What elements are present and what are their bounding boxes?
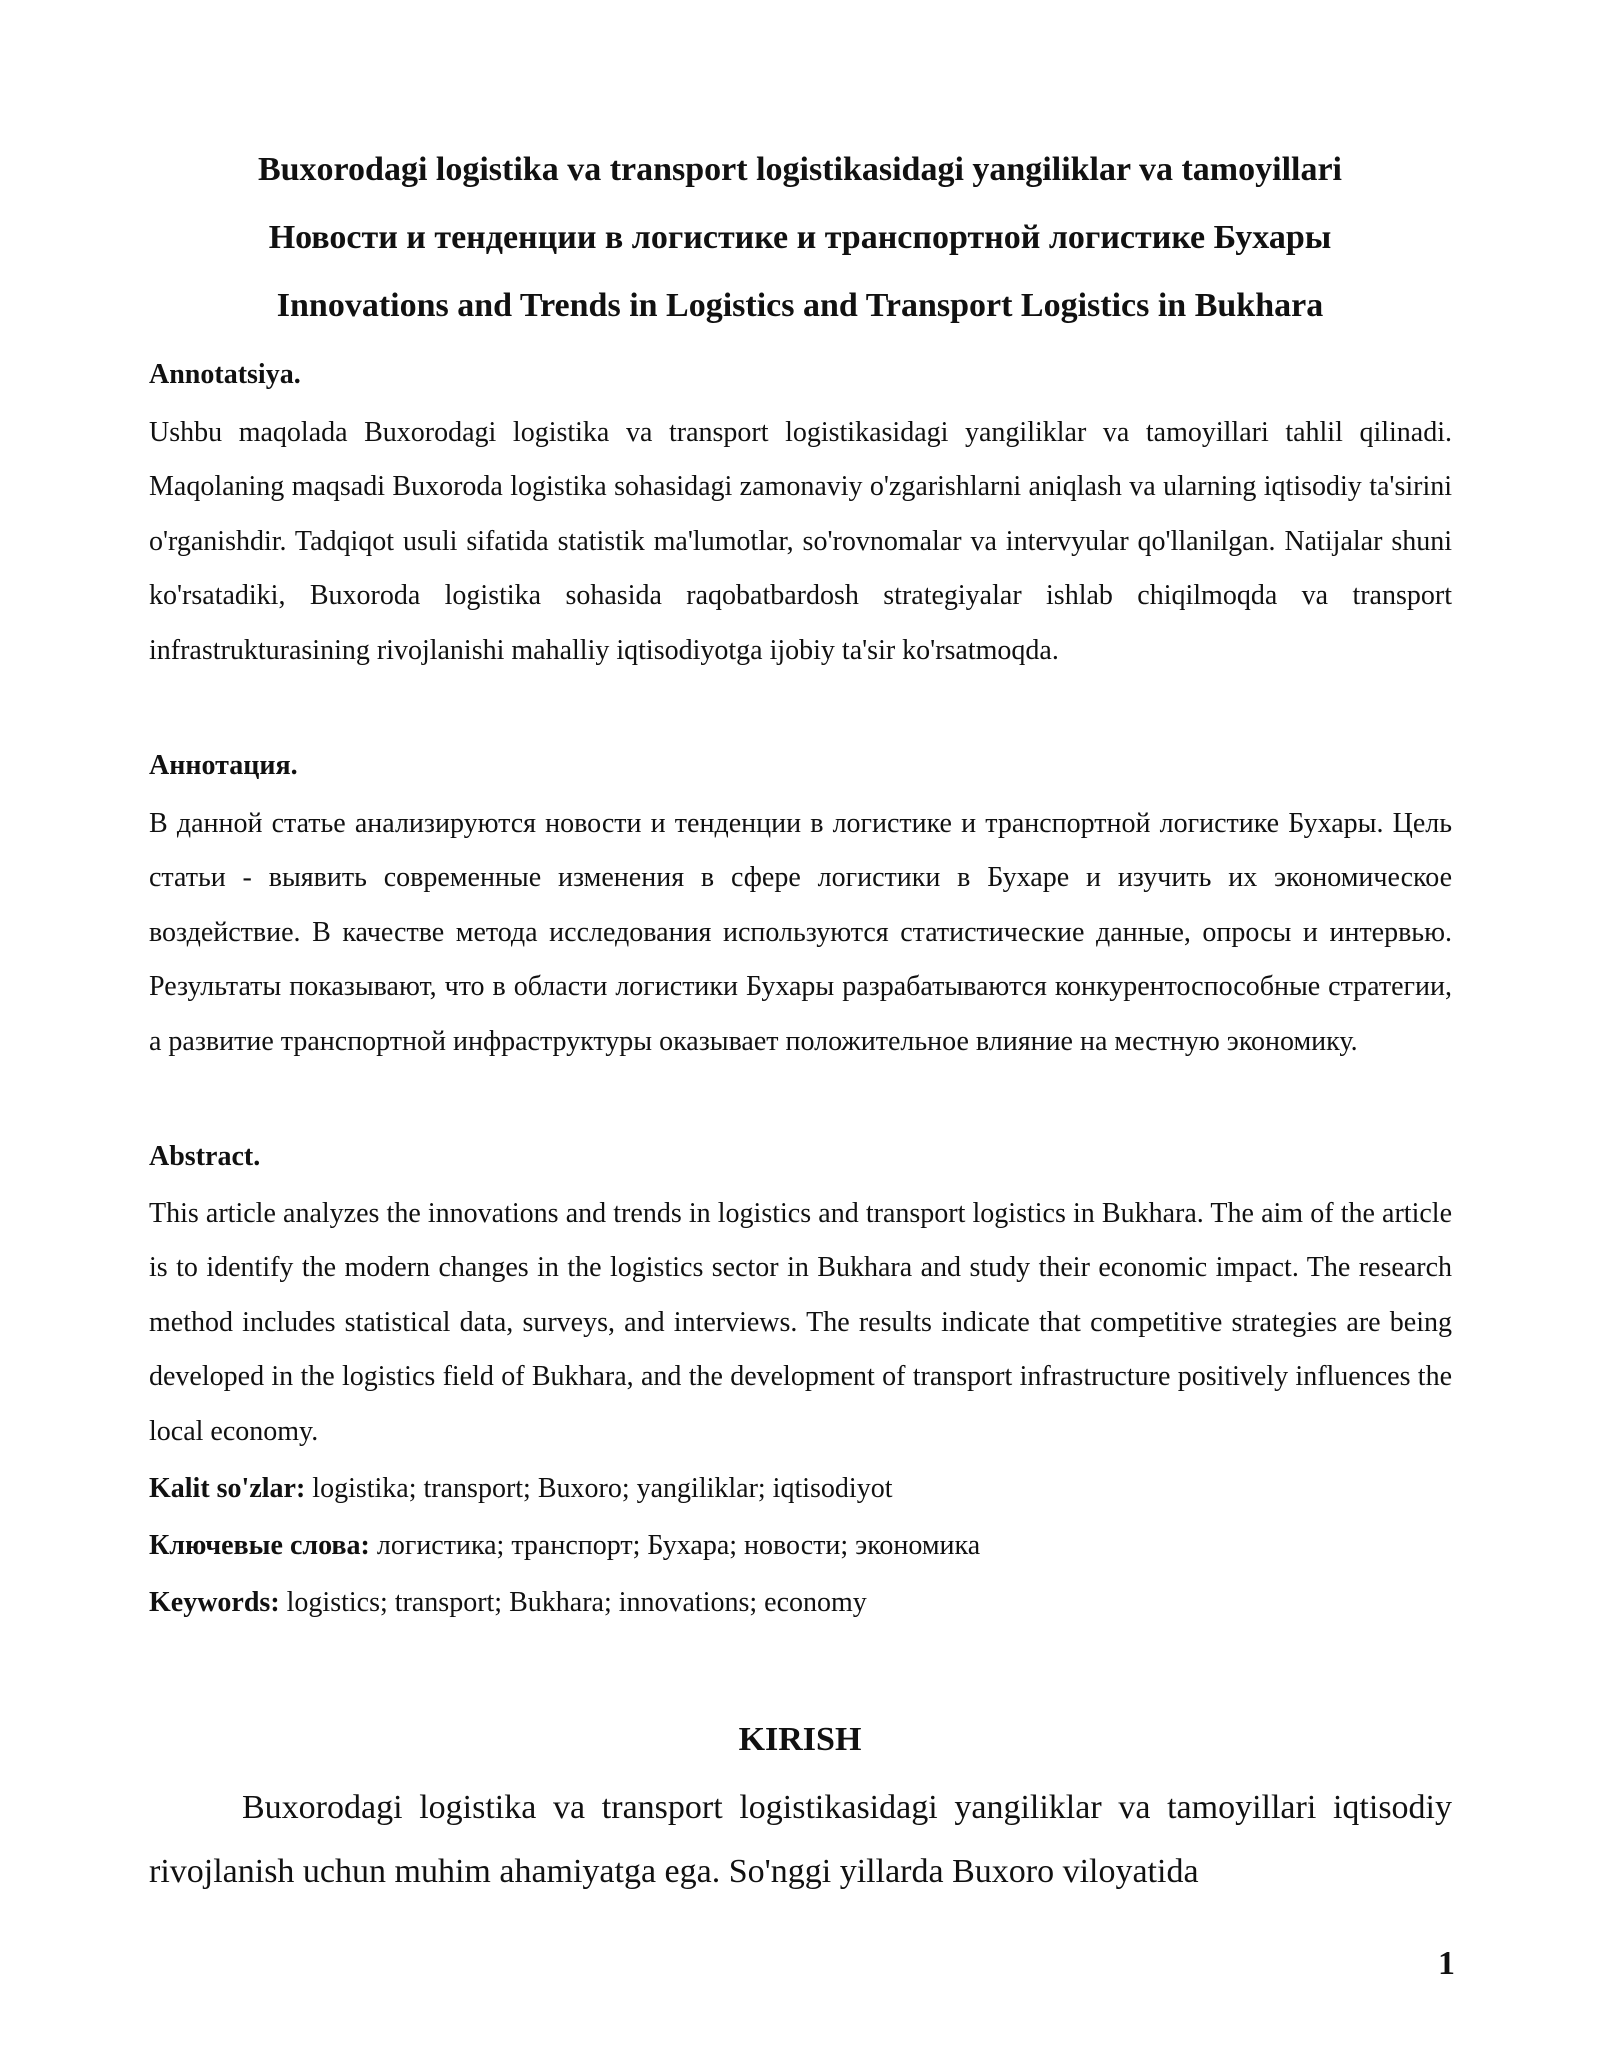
keywords-uzbek-text: logistika; transport; Buxoro; yangiliklar; iqtisodiyot — [305, 1473, 893, 1504]
title-english: Innovations and Trends in Logistics and Transport Logistics in Bukhara — [276, 287, 1324, 324]
title-uzbek: Buxorodagi logistika va transport logistikasidagi yangiliklar va tamoyillari — [257, 151, 1343, 188]
keywords-english-text: logistics; transport; Bukhara; innovations; economy — [279, 1587, 867, 1618]
keywords-russian-label: Ключевые слова: — [149, 1530, 370, 1561]
abstract-ru-heading: Аннотация. — [149, 750, 298, 781]
section-heading-intro: KIRISH — [738, 1721, 862, 1758]
keywords-uzbek-label: Kalit so'zlar: — [149, 1473, 306, 1504]
abstract-uz-heading: Annotatsiya. — [149, 359, 301, 390]
abstract-en-heading: Abstract. — [149, 1141, 261, 1172]
keywords-english — [149, 1586, 867, 1620]
keywords-uzbek — [149, 1472, 892, 1506]
abstract-uz-text: Ushbu maqolada Buxorodagi logistika va transport logistikasidagi yangiliklar va tamoyillari tahlil qilinadi. Maqolaning maqsadi Buxoroda logistika sohasidagi zamonaviy o'zgarishlarni aniqlash va ularning iqtisodiy ta'sirini o'rganishdir. Tadqiqot usuli sifatida statistik ma'lumotlar, so'rovnomalar va intervyular qo'llanilgan. Natijalar shuni ko'rsatadiki, Buxoroda logistika sohasida raqobatbardosh strategiyalar ishlab chiqilmoqda va transport infrastrukturasining rivojlanishi mahalliy iqtisodiyotga ijobiy ta'sir ko'rsatmoqda. — [149, 417, 1452, 666]
keywords-russian-text: логистика; транспорт; Бухара; новости; экономика — [369, 1530, 981, 1561]
intro-paragraph: Buxorodagi logistika va transport logistikasidagi yangiliklar va tamoyillari iqtisodiy rivojlanish uchun muhim ahamiyatga ega. So'nggi yillarda Buxoro viloyatida — [149, 1789, 1452, 1890]
keywords-english-label: Keywords: — [149, 1587, 280, 1618]
page-number: 1 — [1438, 1945, 1455, 1982]
title-russian: Новости и тенденции в логистике и транспортной логистике Бухары — [268, 219, 1332, 256]
abstract-en-text: This article analyzes the innovations and trends in logistics and transport logistics in Bukhara. The aim of the article is to identify the modern changes in the logistics sector in Bukhara and study their economic impact. The research method includes statistical data, surveys, and interviews. The results indicate that competitive strategies are being developed in the logistics field of Bukhara, and the development of transport infrastructure positively influences the local economy. — [149, 1198, 1452, 1447]
abstract-ru-text: В данной статье анализируются новости и тенденции в логистике и транспортной логистике Бухары. Цель статьи - выявить современные изменения в сфере логистики в Бухаре и изучить их экономическое воздействие. В качестве метода исследования используются статистические данные, опросы и интервью. Результаты показывают, что в области логистики Бухары разрабатываются конкурентоспособные стратегии, а развитие транспортной инфраструктуры оказывает положительное влияние на местную экономику. — [149, 808, 1452, 1057]
keywords-russian — [149, 1529, 980, 1563]
